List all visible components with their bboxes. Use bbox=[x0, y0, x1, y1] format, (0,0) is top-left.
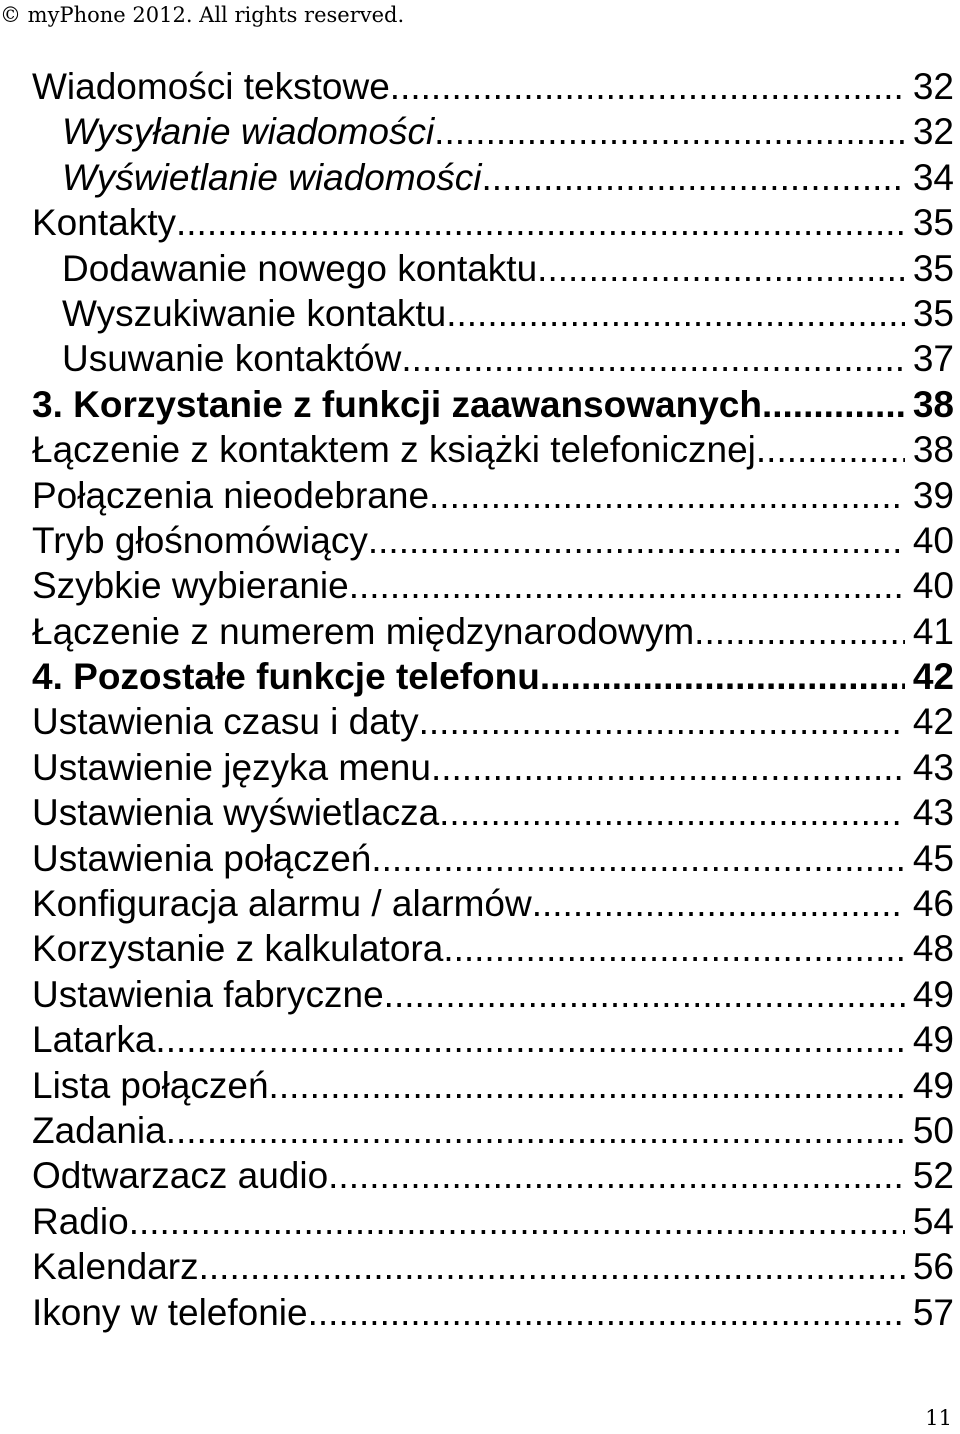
toc-entry[interactable] bbox=[32, 473, 954, 518]
toc-entry-page: 46 bbox=[912, 883, 954, 925]
toc-entry[interactable] bbox=[32, 336, 954, 381]
toc-entry-page: 35 bbox=[912, 247, 954, 289]
toc-entry-title: Łączenie z kontaktem z książki telefonicznej bbox=[32, 429, 756, 471]
toc-entry[interactable] bbox=[32, 972, 954, 1017]
toc-entry[interactable] bbox=[32, 382, 954, 427]
toc-entry-page: 35 bbox=[912, 292, 954, 334]
toc-entry-page: 45 bbox=[912, 837, 954, 879]
toc-entry[interactable] bbox=[32, 563, 954, 608]
toc-entry-title: Konfiguracja alarmu / alarmów bbox=[32, 883, 532, 925]
dot-leader bbox=[446, 291, 905, 336]
dot-leader bbox=[176, 200, 905, 245]
toc-entry-title: Latarka bbox=[32, 1019, 156, 1061]
toc-entry[interactable] bbox=[32, 246, 954, 291]
toc-entry-title: Połączenia nieodebrane bbox=[32, 474, 430, 516]
dot-leader bbox=[401, 336, 905, 381]
toc-entry-title: Ikony w telefonie bbox=[32, 1291, 308, 1333]
dot-leader bbox=[166, 1108, 905, 1153]
toc-entry-page: 35 bbox=[912, 202, 954, 244]
dot-leader bbox=[419, 699, 905, 744]
toc-entry-title: Wiadomości tekstowe bbox=[32, 66, 390, 107]
toc-entry[interactable] bbox=[32, 1290, 954, 1335]
toc-entry[interactable] bbox=[32, 291, 954, 336]
toc-entry-page: 50 bbox=[912, 1109, 954, 1151]
toc-entry-title: Odtwarzacz audio bbox=[32, 1155, 329, 1197]
toc-entry-title: Dodawanie nowego kontaktu bbox=[62, 247, 538, 289]
dot-leader bbox=[269, 1063, 905, 1108]
toc-entry-page: 49 bbox=[912, 1064, 954, 1106]
toc-entry-title: Usuwanie kontaktów bbox=[62, 338, 402, 380]
toc-entry[interactable] bbox=[32, 109, 954, 154]
toc-entry[interactable] bbox=[32, 609, 954, 654]
toc-entry-page: 43 bbox=[912, 746, 954, 788]
toc-entry-title: Zadania bbox=[32, 1109, 166, 1151]
toc-entry[interactable] bbox=[32, 881, 954, 926]
toc-entry-page: 42 bbox=[912, 701, 954, 743]
toc-entry-title: Ustawienia czasu i daty bbox=[32, 701, 419, 743]
toc-entry-page: 49 bbox=[912, 1019, 954, 1061]
toc-entry-page: 43 bbox=[912, 792, 954, 834]
toc-entry-title: Kontakty bbox=[32, 202, 176, 244]
toc-entry-title: Lista połączeń bbox=[32, 1064, 269, 1106]
toc-entry-title: Wyszukiwanie kontaktu bbox=[62, 292, 447, 334]
toc-entry-title: Radio bbox=[32, 1200, 129, 1242]
toc-entry[interactable] bbox=[32, 1244, 954, 1289]
toc-entry[interactable] bbox=[32, 1108, 954, 1153]
dot-leader bbox=[371, 836, 904, 881]
toc-entry-title: Wysyłanie wiadomości bbox=[62, 111, 435, 153]
toc-entry-title: Szybkie wybieranie bbox=[32, 565, 349, 607]
toc-entry-page: 37 bbox=[912, 338, 954, 380]
toc-entry-title: 3. Korzystanie z funkcji zaawansowanych bbox=[32, 383, 762, 425]
toc-entry-page: 41 bbox=[912, 610, 954, 652]
toc-entry[interactable] bbox=[32, 1153, 954, 1198]
toc-entry-page: 57 bbox=[912, 1291, 954, 1333]
page-number: 11 bbox=[925, 1406, 952, 1430]
toc-entry-page: 32 bbox=[912, 111, 954, 153]
toc-entry-page: 52 bbox=[912, 1155, 954, 1197]
toc-entry-title: Kalendarz bbox=[32, 1246, 199, 1288]
dot-leader bbox=[694, 609, 905, 654]
toc-entry[interactable] bbox=[32, 745, 954, 790]
toc-entry-page: 42 bbox=[912, 656, 954, 698]
dot-leader bbox=[199, 1244, 905, 1289]
toc-entry-title: Korzystanie z kalkulatora bbox=[32, 928, 444, 970]
toc-entry[interactable] bbox=[32, 654, 954, 699]
dot-leader bbox=[349, 563, 905, 608]
toc-entry[interactable] bbox=[32, 699, 954, 744]
toc-entry-page: 48 bbox=[912, 928, 954, 970]
toc-entry-title: Łączenie z numerem międzynarodowym bbox=[32, 610, 695, 652]
dot-leader bbox=[390, 64, 905, 109]
toc-entry[interactable] bbox=[32, 155, 954, 200]
dot-leader bbox=[368, 518, 905, 563]
dot-leader bbox=[308, 1290, 905, 1335]
toc-entry-title: Wyświetlanie wiadomości bbox=[62, 156, 482, 198]
toc-entry-page: 34 bbox=[912, 156, 954, 198]
dot-leader bbox=[429, 473, 905, 518]
dot-leader bbox=[481, 155, 904, 200]
toc-entry-page: 49 bbox=[912, 973, 954, 1015]
toc-entry-title: 4. Pozostałe funkcje telefonu bbox=[32, 656, 540, 698]
toc-entry-title: Tryb głośnomówiący bbox=[32, 519, 368, 561]
toc-entry-page: 39 bbox=[912, 474, 954, 516]
toc-entry-page: 38 bbox=[912, 429, 954, 471]
toc-entry-page: 32 bbox=[912, 66, 954, 107]
dot-leader bbox=[532, 881, 905, 926]
dot-leader bbox=[384, 972, 905, 1017]
toc-entry-title: Ustawienia fabryczne bbox=[32, 973, 384, 1015]
dot-leader bbox=[328, 1153, 905, 1198]
dot-leader bbox=[129, 1199, 905, 1244]
toc-entry-page: 40 bbox=[912, 565, 954, 607]
toc-entry-title: Ustawienia wyświetlacza bbox=[32, 792, 440, 834]
dot-leader bbox=[431, 745, 905, 790]
dot-leader bbox=[756, 427, 905, 472]
toc-entry-page: 56 bbox=[912, 1246, 954, 1288]
dot-leader bbox=[434, 109, 905, 154]
toc-entry[interactable] bbox=[32, 1063, 954, 1108]
table-of-contents bbox=[32, 64, 954, 1335]
toc-entry-page: 54 bbox=[912, 1200, 954, 1242]
dot-leader bbox=[439, 790, 905, 835]
toc-entry-title: Ustawienia połączeń bbox=[32, 837, 372, 879]
toc-entry-page: 40 bbox=[912, 519, 954, 561]
toc-entry[interactable] bbox=[32, 1017, 954, 1062]
toc-entry[interactable] bbox=[32, 1199, 954, 1244]
dot-leader bbox=[155, 1017, 904, 1062]
toc-entry[interactable] bbox=[32, 427, 954, 472]
toc-entry[interactable] bbox=[32, 200, 954, 245]
dot-leader bbox=[540, 654, 905, 699]
toc-entry[interactable] bbox=[32, 790, 954, 835]
toc-entry[interactable] bbox=[32, 836, 954, 881]
dot-leader bbox=[537, 246, 905, 291]
toc-entry-page: 38 bbox=[912, 383, 954, 425]
toc-entry-title: Ustawienie języka menu bbox=[32, 746, 431, 788]
toc-entry[interactable] bbox=[32, 518, 954, 563]
toc-entry[interactable] bbox=[32, 64, 954, 109]
dot-leader bbox=[443, 926, 905, 971]
dot-leader bbox=[762, 382, 905, 427]
copyright-header: © myPhone 2012. All rights reserved. bbox=[0, 3, 405, 27]
toc-entry[interactable] bbox=[32, 926, 954, 971]
